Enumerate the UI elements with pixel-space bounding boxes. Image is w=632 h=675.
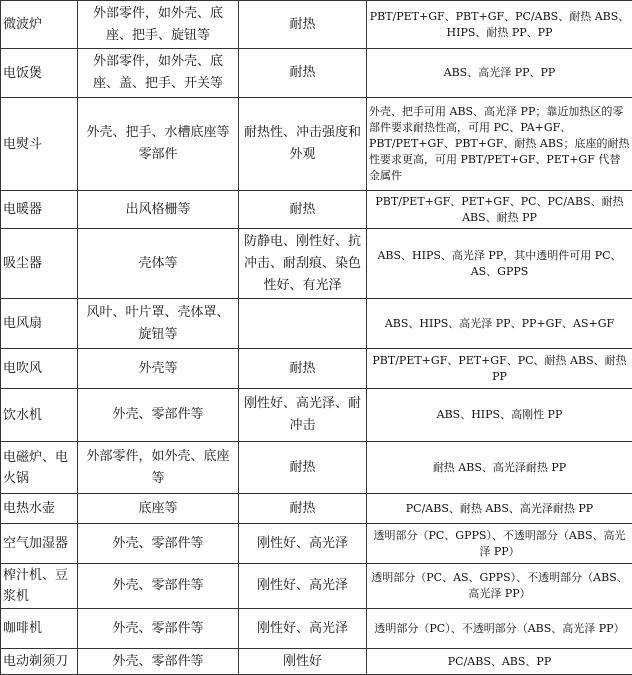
appliance-cell: 电风扇 [1, 299, 78, 349]
requirement-cell: 耐热 [239, 442, 367, 494]
materials-cell: ABS、高光泽 PP、PP [367, 49, 632, 98]
parts-cell: 壳体等 [78, 229, 239, 299]
appliance-cell: 电熨斗 [1, 98, 78, 191]
requirement-cell: 耐热 [239, 1, 367, 49]
appliance-cell: 微波炉 [1, 1, 78, 49]
parts-cell: 外部零件，如外壳、底座、盖、把手、开关等 [78, 49, 239, 98]
requirement-cell: 刚性好 [239, 649, 367, 675]
requirement-cell: 刚性好、高光泽、耐冲击 [239, 389, 367, 442]
table-body [1, 1, 632, 675]
materials-cell: 耐热 ABS、高光泽耐热 PP [367, 442, 632, 494]
parts-cell: 外壳、零部件等 [78, 389, 239, 442]
table-row [1, 389, 632, 442]
materials-cell: PC/ABS、耐热 ABS、高光泽耐热 PP [367, 494, 632, 524]
requirement-cell: 耐热 [239, 191, 367, 229]
parts-cell: 外壳、零部件等 [78, 609, 239, 649]
requirement-cell: 防静电、刚性好、抗冲击、耐刮痕、染色性好、有光泽 [239, 229, 367, 299]
appliance-cell: 榨汁机、豆浆机 [1, 564, 78, 609]
materials-cell: ABS、HIPS、高光泽 PP，其中透明件可用 PC、AS、GPPS [367, 229, 632, 299]
table-row [1, 1, 632, 49]
parts-cell: 外壳、零部件等 [78, 649, 239, 675]
appliance-cell: 电饭煲 [1, 49, 78, 98]
parts-cell: 外部零件，如外壳、底座、把手、旋钮等 [78, 1, 239, 49]
appliance-cell: 吸尘器 [1, 229, 78, 299]
table-row [1, 564, 632, 609]
materials-cell: ABS、HIPS、高刚性 PP [367, 389, 632, 442]
materials-cell: 透明部分（PC、GPPS）、不透明部分（ABS、高光泽 PP） [367, 524, 632, 564]
table-row [1, 299, 632, 349]
materials-cell: PC/ABS、ABS、PP [367, 649, 632, 675]
parts-cell: 出风格栅等 [78, 191, 239, 229]
table-row [1, 494, 632, 524]
table-row [1, 609, 632, 649]
table-row [1, 229, 632, 299]
requirement-cell: 耐热性、冲击强度和外观 [239, 98, 367, 191]
parts-cell: 风叶、叶片罩、壳体罩、旋钮等 [78, 299, 239, 349]
materials-cell: 外壳、把手可用 ABS、高光泽 PP；靠近加热区的零部件要求耐热性高，可用 PC、PA+GF、PBT/PET+GF、PBT+GF、耐热 ABS；底座的耐热性要求更高，可用 PBT/PET+GF、PET+GF 代替金属件 [367, 98, 632, 191]
requirement-cell: 刚性好、高光泽 [239, 564, 367, 609]
parts-cell: 外部零件，如外壳、底座等 [78, 442, 239, 494]
requirement-cell [239, 299, 367, 349]
appliance-cell: 空气加湿器 [1, 524, 78, 564]
requirement-cell: 耐热 [239, 494, 367, 524]
materials-cell: 透明部分（PC、AS、GPPS）、不透明部分（ABS、高光泽 PP） [367, 564, 632, 609]
appliance-cell: 饮水机 [1, 389, 78, 442]
materials-cell: PBT/PET+GF、PET+GF、PC、PC/ABS、耐热 ABS、耐热 PP [367, 191, 632, 229]
parts-cell: 底座等 [78, 494, 239, 524]
materials-cell: 透明部分（PC）、不透明部分（ABS、高光泽 PP） [367, 609, 632, 649]
parts-cell: 外壳、零部件等 [78, 524, 239, 564]
requirement-cell: 刚性好、高光泽 [239, 524, 367, 564]
materials-cell: PBT/PET+GF、PET+GF、PC、耐热 ABS、耐热 PP [367, 349, 632, 389]
table-row [1, 349, 632, 389]
appliance-cell: 咖啡机 [1, 609, 78, 649]
parts-cell: 外壳、零部件等 [78, 564, 239, 609]
appliance-cell: 电动剃须刀 [1, 649, 78, 675]
table-row [1, 49, 632, 98]
parts-cell: 外壳等 [78, 349, 239, 389]
table-row [1, 524, 632, 564]
table-row [1, 649, 632, 675]
appliance-cell: 电磁炉、电火锅 [1, 442, 78, 494]
requirement-cell: 耐热 [239, 49, 367, 98]
table-row [1, 442, 632, 494]
materials-cell: PBT/PET+GF、PBT+GF、PC/ABS、耐热 ABS、HIPS、耐热 PP、PP [367, 1, 632, 49]
parts-cell: 外壳、把手、水槽底座等零部件 [78, 98, 239, 191]
requirement-cell: 刚性好、高光泽 [239, 609, 367, 649]
appliance-cell: 电暖器 [1, 191, 78, 229]
materials-cell: ABS、HIPS、高光泽 PP、PP+GF、AS+GF [367, 299, 632, 349]
table-row [1, 191, 632, 229]
requirement-cell: 耐热 [239, 349, 367, 389]
appliance-cell: 电热水壶 [1, 494, 78, 524]
appliance-cell: 电吹风 [1, 349, 78, 389]
table-row [1, 98, 632, 191]
